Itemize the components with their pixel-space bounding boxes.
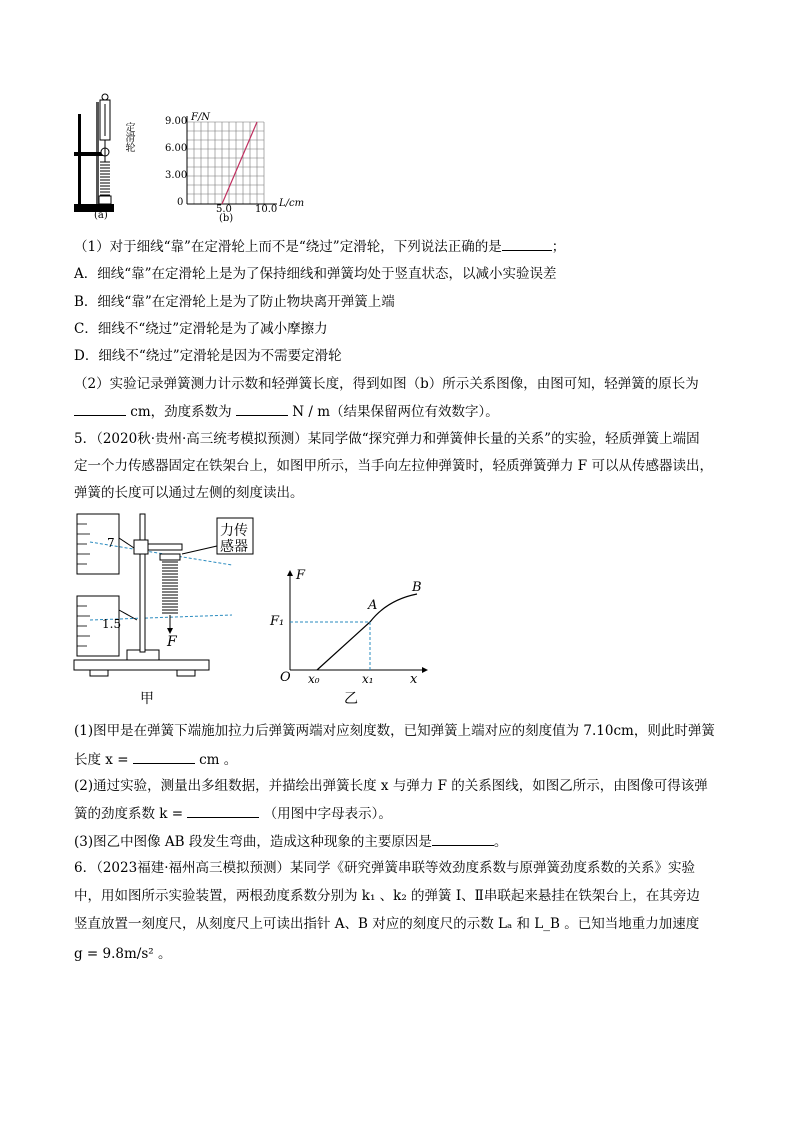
- q4-sub2-line2: cm，劲度系数为 N / m（结果保留两位有效数字）。: [74, 401, 734, 422]
- q4-option-a: A．细线“靠”在定滑轮上是为了保持细线和弹簧均处于竖直状态，以减小实验误差: [74, 266, 557, 282]
- figure-a-apparatus: [72, 92, 142, 222]
- y-axis-label: F/N: [191, 112, 211, 123]
- q6-line1: 6．（2023福建·福州高三模拟预测）某同学《研究弹簧串联等效劲度系数与原弹簧劲度系数的关系》实验: [74, 860, 695, 876]
- x-tick-5: 5.0: [216, 204, 232, 215]
- x1-label: x₁: [362, 672, 374, 686]
- y-tick-3: 3.00: [165, 170, 188, 181]
- q5-sub2-line1: (2)通过实验，测量出多组数据，并描绘出弹簧长度 x 与弹力 F 的关系图线，如图乙所示，由图像可得该弹: [74, 778, 708, 794]
- q5-sub1-line2: 长度 x = cm 。: [74, 749, 734, 770]
- answer-blank[interactable]: [502, 236, 552, 251]
- q5-sub1-line1: (1)图甲是在弹簧下端施加拉力后弹簧两端对应刻度数，已知弹簧上端对应的刻度值为 7.10cm，则此时弹簧: [74, 723, 715, 739]
- answer-blank[interactable]: [432, 831, 494, 846]
- x-axis-label: x: [410, 672, 418, 687]
- x-axis-label: L/cm: [279, 198, 305, 209]
- force-label: F: [167, 634, 177, 650]
- q5-line1: 5．（2020秋·贵州·高三统考模拟预测）某同学做“探究弹力和弹簧伸长量的关系”的实验，轻质弹簧上端固: [74, 431, 700, 447]
- graph-y-label: F: [296, 568, 306, 583]
- q6-line3: 竖直放置一刻度尺，从刻度尺上可读出指针 A、B 对应的刻度尺的示数 Lₐ 和 L_B 。已知当地重力加速度: [74, 916, 700, 932]
- f1-label: F₁: [270, 614, 285, 629]
- q6-line4: g = 9.8m/s² 。: [74, 946, 172, 962]
- answer-blank[interactable]: [74, 401, 126, 416]
- pulley-label: 定滑轮: [123, 122, 134, 152]
- y-tick-9: 9.00: [165, 116, 188, 127]
- q5-line3: 弹簧的长度可以通过左侧的刻度读出。: [74, 485, 304, 501]
- y-tick-0: 0: [177, 197, 184, 208]
- x0-label: x₀: [308, 672, 320, 686]
- q4-sub1: （1）对于细线“靠”在定滑轮上而不是“绕过”定滑轮，下列说法正确的是 ；: [74, 236, 734, 257]
- q5-sub3: (3)图乙中图像 AB 段发生弯曲，造成这种现象的主要原因是 。: [74, 831, 734, 852]
- curve-ab: [317, 594, 417, 670]
- figure-5-drawing: [72, 510, 432, 710]
- caption-jia: 甲: [140, 691, 154, 707]
- point-a-label: A: [368, 598, 378, 613]
- answer-blank[interactable]: [187, 803, 259, 818]
- fig-a-caption: (a): [94, 210, 108, 221]
- q4-option-d: D．细线不“绕过”定滑轮是因为不需要定滑轮: [74, 348, 342, 364]
- q4-option-b: B．细线“靠”在定滑轮上是为了防止物块离开弹簧上端: [74, 294, 395, 310]
- point-b-label: B: [412, 580, 422, 595]
- scale-bottom-value: 1.5: [102, 617, 122, 631]
- figure-b-graph: [165, 112, 310, 224]
- x-tick-10: 10.0: [255, 204, 278, 215]
- scale-top-value: 7: [107, 536, 115, 550]
- fig-b-caption: (b): [219, 213, 234, 224]
- q5-line2: 定一个力传感器固定在铁架台上，如图甲所示，当手向左拉伸弹簧时，轻质弹簧弹力 F 可以从传感器读出，: [74, 458, 713, 474]
- origin-label: O: [280, 670, 291, 685]
- answer-blank[interactable]: [133, 749, 195, 764]
- q6-line2: 中，用如图所示实验装置，两根劲度系数分别为 k₁ 、k₂ 的弹簧 Ⅰ、Ⅱ串联起来悬挂在铁架台上，在其旁边: [74, 888, 700, 904]
- q4-option-c: C．细线不“绕过”定滑轮是为了减小摩擦力: [74, 321, 328, 337]
- q5-sub2-line2: 簧的劲度系数 k = （用图中字母表示）。: [74, 803, 734, 824]
- answer-blank[interactable]: [236, 401, 288, 416]
- q4-sub2-line1: （2）实验记录弹簧测力计示数和轻弹簧长度，得到如图（b）所示关系图像，由图可知，轻弹簧的原长为: [74, 376, 699, 392]
- y-tick-6: 6.00: [165, 143, 188, 154]
- figure-5: [72, 510, 432, 710]
- data-line: [222, 122, 257, 204]
- caption-yi: 乙: [344, 691, 358, 707]
- sensor-label-1: 力传: [220, 523, 248, 539]
- sensor-label-2: 感器: [220, 539, 248, 555]
